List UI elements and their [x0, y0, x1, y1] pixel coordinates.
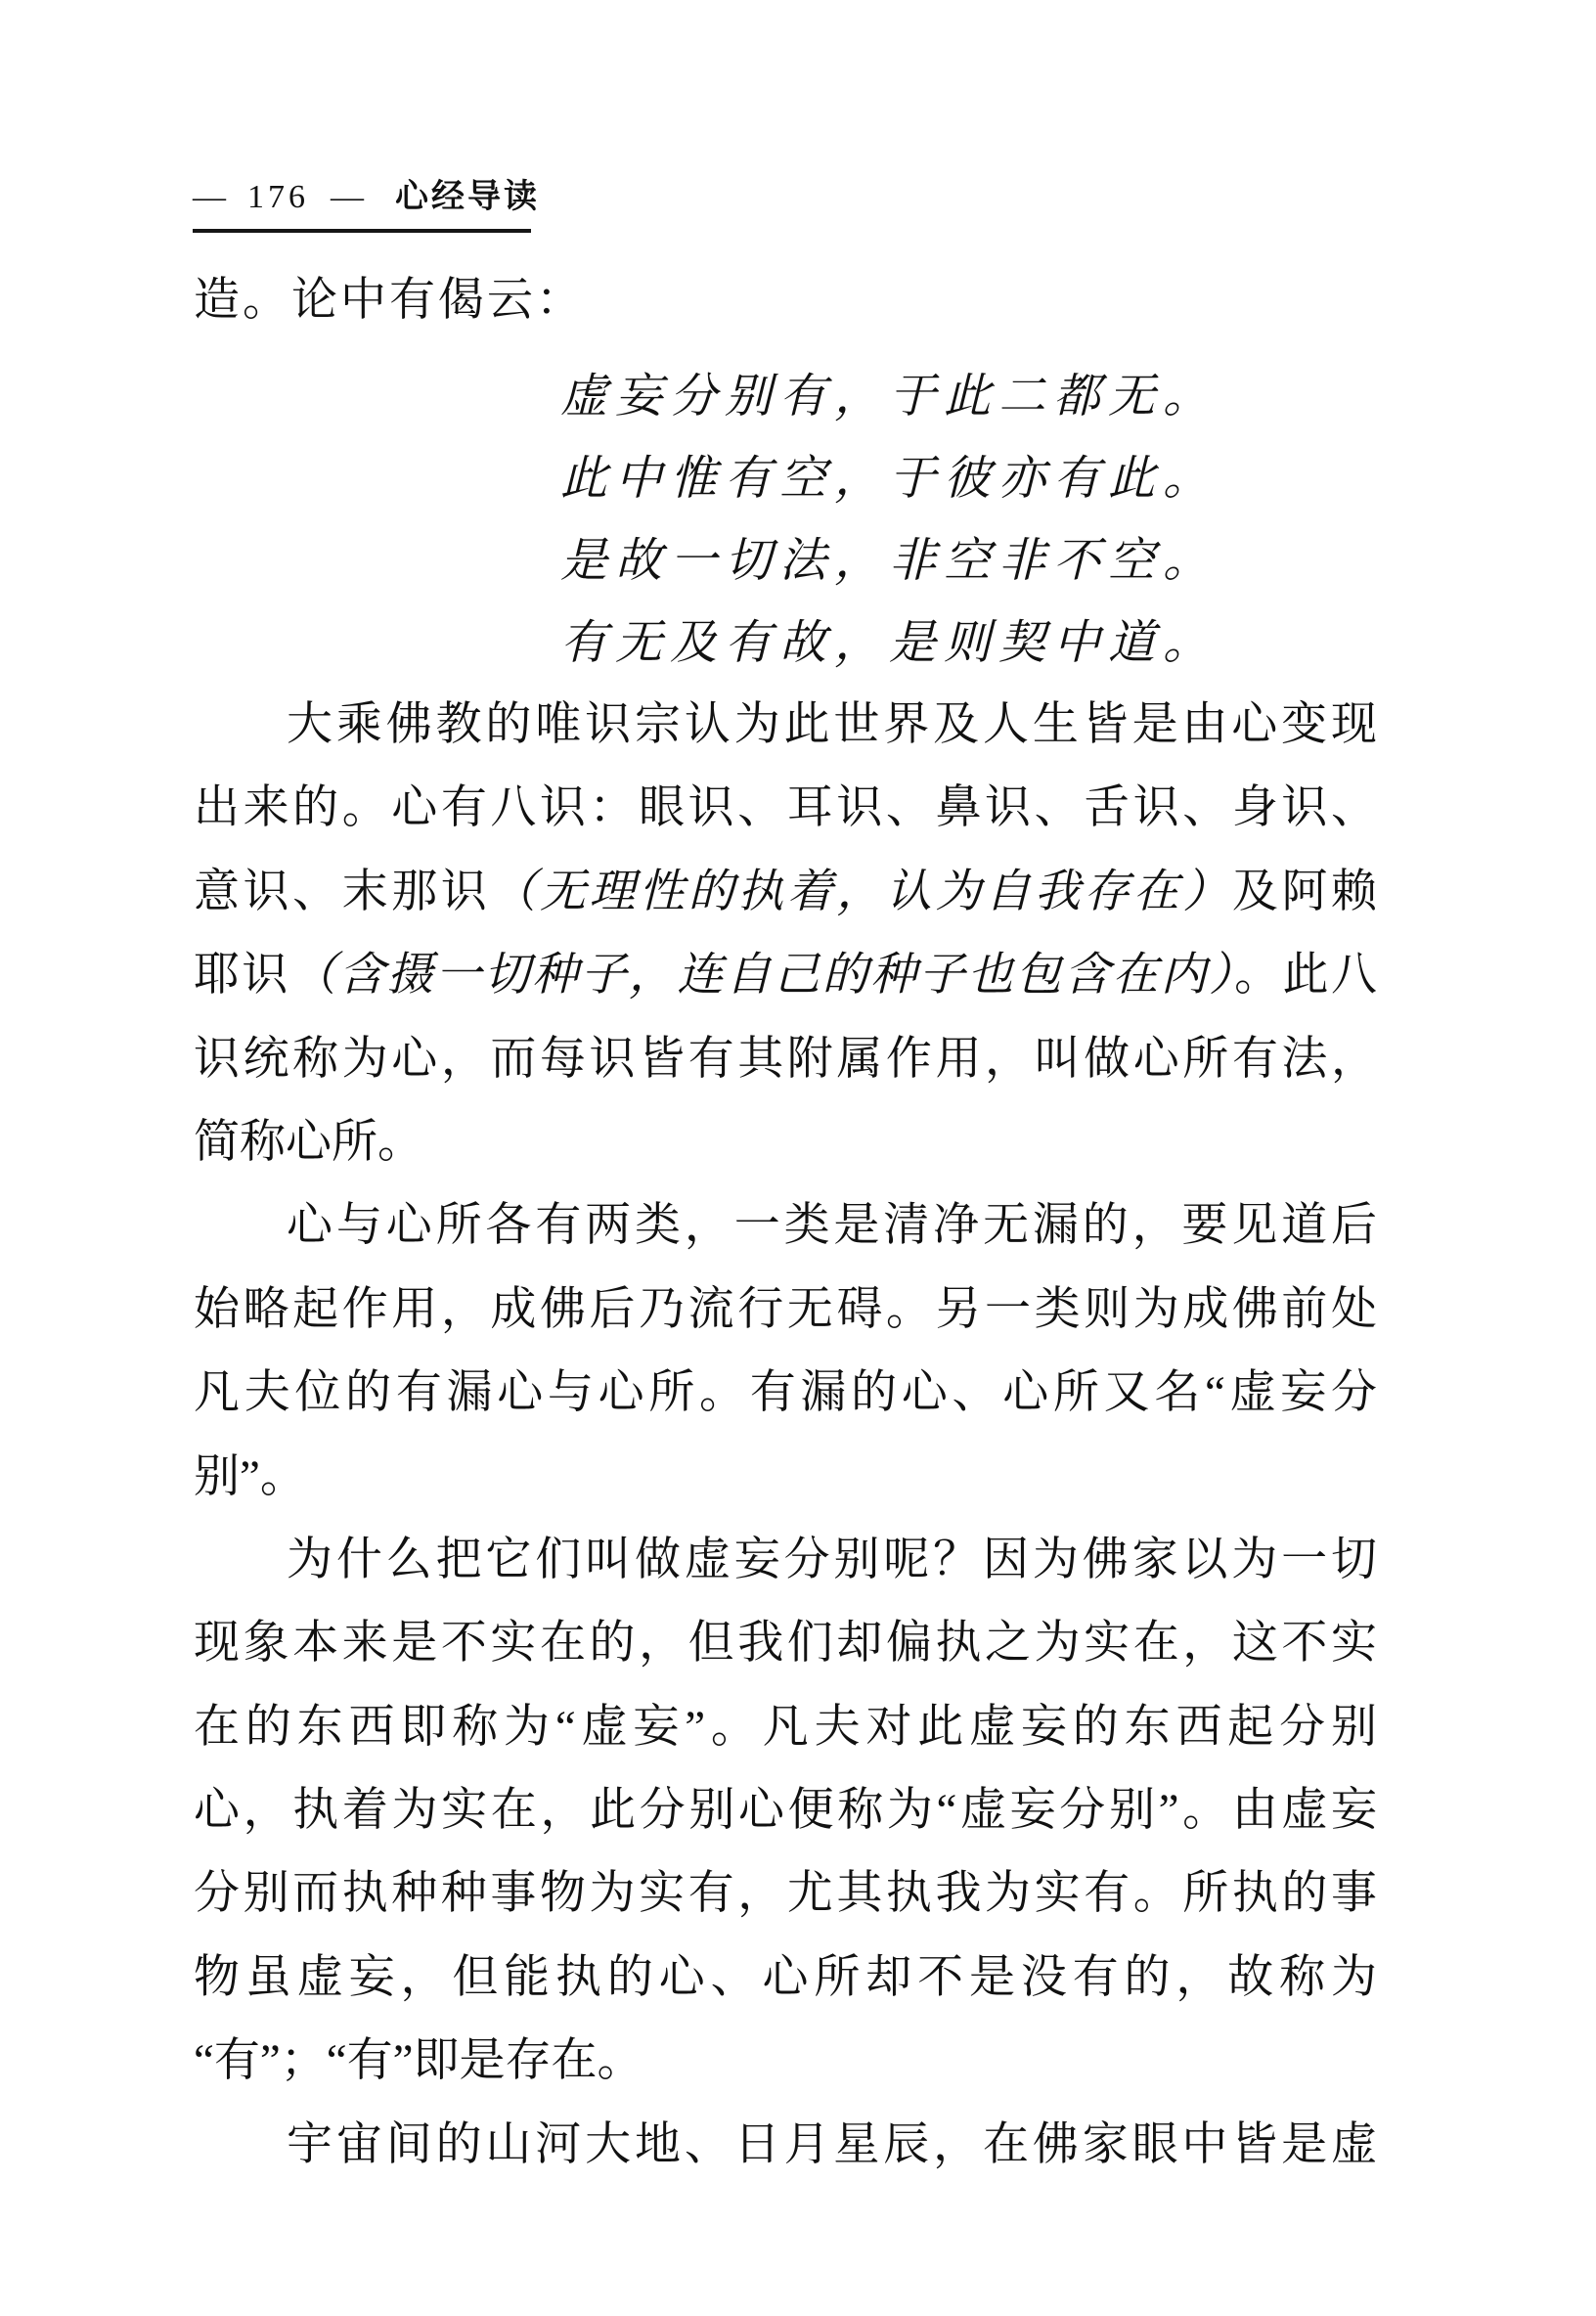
body-line: 心，执着为实在，此分别心便称为“虚妄分别”。由虚妄 — [194, 1785, 1377, 1837]
body-line: 现象本来是不实在的，但我们却偏执之为实在，这不实 — [194, 1618, 1377, 1670]
body-line: “有”；“有”即是存在。 — [194, 2035, 643, 2087]
body-line: 大乘佛教的唯识宗认为此世界及人生皆是由心变现 — [287, 699, 1377, 750]
body-line: 简称心所。 — [194, 1116, 423, 1168]
running-head — [193, 176, 540, 233]
body-line-segment: 及阿赖 — [1231, 866, 1377, 917]
kai-parenthetical: （无理性的执着，认为自我存在） — [490, 866, 1232, 917]
verse-line: 是故一切法，非空非不空。 — [560, 535, 1219, 587]
verse-line: 虚妄分别有，于此二都无。 — [560, 371, 1219, 423]
body-line: 为什么把它们叫做虚妄分别呢？因为佛家以为一切 — [287, 1534, 1377, 1585]
verse-line: 有无及有故，是则契中道。 — [560, 617, 1219, 669]
verse-line: 此中惟有空，于彼亦有此。 — [560, 453, 1219, 505]
book-title: 心经导读 — [395, 179, 540, 215]
intro-line: 造。论中有偈云： — [194, 275, 585, 326]
verse-block — [560, 356, 1218, 685]
body-line: 识统称为心，而每识皆有其附属作用，叫做心所有法， — [194, 1033, 1377, 1085]
body-line: 物虽虚妄，但能执的心、心所却不是没有的，故称为 — [194, 1951, 1377, 2003]
body-line-segment: 。此八 — [1234, 950, 1377, 1002]
header-dash-left: — — [193, 179, 226, 215]
body-line: 分别而执种种事物为实有，尤其执我为实有。所执的事 — [194, 1868, 1377, 1920]
body-line: 凡夫位的有漏心与心所。有漏的心、心所又名“虚妄分 — [194, 1367, 1377, 1419]
body-line-segment: 意识、末那识 — [194, 866, 491, 917]
page-number: 176 — [247, 179, 309, 215]
body-line: 宇宙间的山河大地、日月星辰，在佛家眼中皆是虚 — [287, 2118, 1377, 2170]
header-dash-right: — — [331, 179, 364, 215]
body-line — [194, 851, 1377, 934]
body-text-block — [194, 684, 1377, 2187]
body-line: 在的东西即称为“虚妄”。凡夫对此虚妄的东西起分别 — [194, 1701, 1377, 1753]
body-line: 始略起作用，成佛后乃流行无碍。另一类则为成佛前处 — [194, 1283, 1377, 1335]
body-line-segment: 耶识 — [194, 950, 290, 1002]
body-line: 出来的。心有八识：眼识、耳识、鼻识、舌识、身识、 — [194, 782, 1377, 834]
body-line — [194, 934, 1377, 1017]
body-line: 心与心所各有两类，一类是清净无漏的，要见道后 — [287, 1200, 1377, 1252]
kai-parenthetical: （含摄一切种子，连自己的种子也包含在内） — [289, 950, 1235, 1002]
body-line: 别”。 — [194, 1450, 306, 1502]
